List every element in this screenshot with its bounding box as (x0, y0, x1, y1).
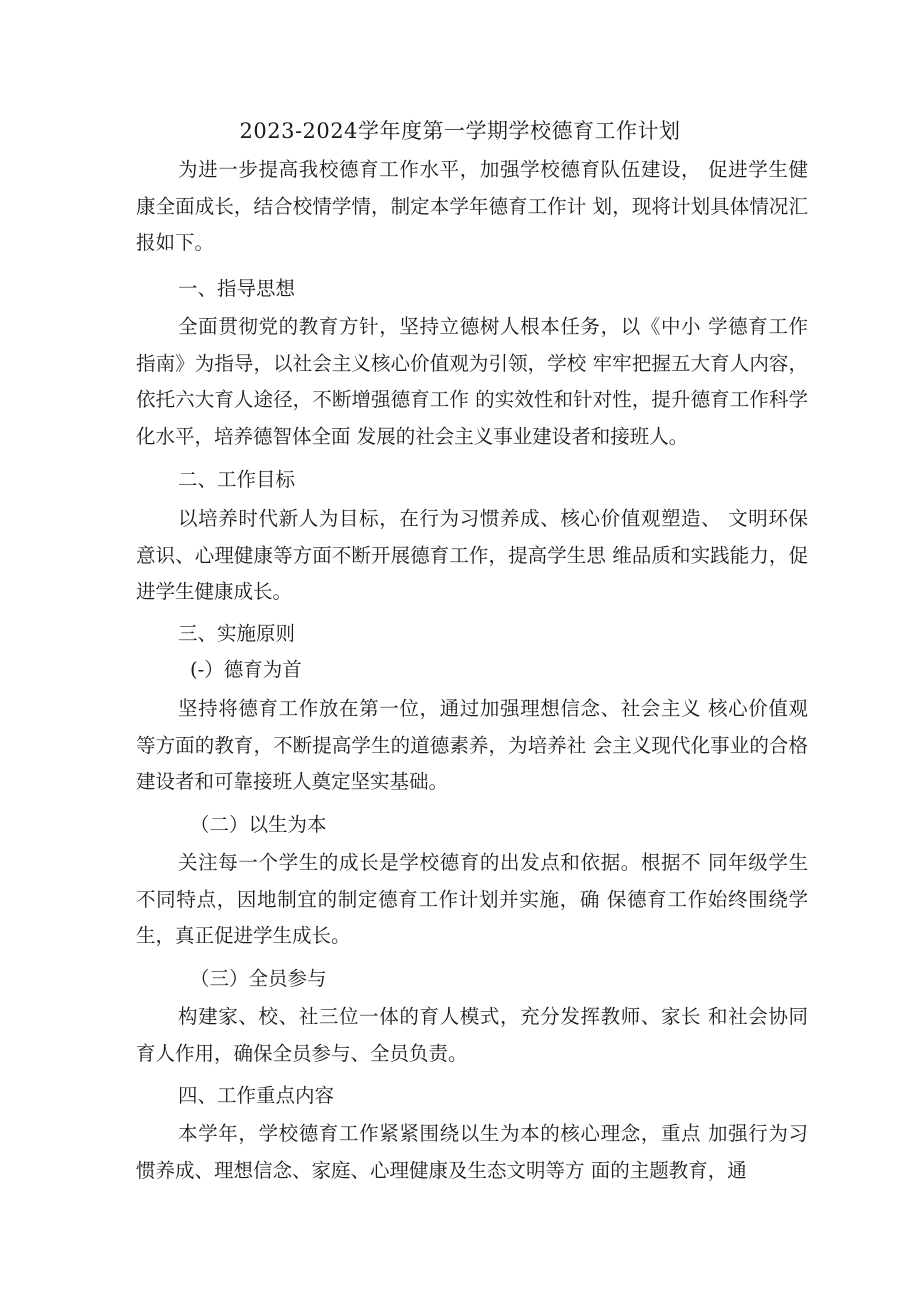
subsection-heading-full-participation: （三）全员参与 (190, 967, 327, 990)
subsection-heading-student-centered: （二）以生为本 (190, 813, 327, 836)
section-heading-principles: 三、实施原则 (178, 622, 296, 645)
document-title: 2023-2024学年度第一学期学校德育工作计划 (239, 119, 681, 143)
subsection-body-full-participation: 构建家、校、社三位一体的育人模式，充分发挥教师、家长 和社会协同育人作用，确保全员参与、全员负责。 (136, 1005, 808, 1065)
subsection-body-student-centered: 关注每一个学生的成长是学校德育的出发点和依据。根据不 同年级学生不同特点，因地制宜的制定德育工作计划并实施，确 保德育工作始终围绕学生，真正促进学生成长。 (136, 851, 808, 948)
section-body-work-goals: 以培养时代新人为目标，在行为习惯养成、核心价值观塑造、 文明环保意识、心理健康等方面不断开展德育工作，提高学生思 维品质和实践能力，促进学生健康成长。 (136, 507, 808, 604)
section-heading-guiding-ideology: 一、指导思想 (178, 277, 296, 300)
subsection-heading-moral-first: (-）德育为首 (190, 658, 302, 681)
section-body-guiding-ideology: 全面贯彻党的教育方针，坚持立德树人根本任务，以《中小 学德育工作指南》为指导，以社会主义核心价值观为引领，学校 牢牢把握五大育人内容，依托六大育人途径，不断增强德育工作 的实效性和针对性，提升德育工作科学化水平，培养德智体全面 发展的社会主义事业建设者和接班人。 (136, 315, 808, 448)
section-heading-work-goals: 二、工作目标 (178, 468, 296, 491)
subsection-body-moral-first: 坚持将德育工作放在第一位，通过加强理想信念、社会主义 核心价值观等方面的教育，不断提高学生的道德素养，为培养社 会主义现代化事业的合格建设者和可靠接班人奠定坚实基础。 (136, 697, 808, 794)
section-body-key-content: 本学年，学校德育工作紧紧围绕以生为本的核心理念，重点 加强行为习惯养成、理想信念、家庭、心理健康及生态文明等方 面的主题教育，通 (136, 1122, 808, 1182)
intro-paragraph: 为进一步提高我校德育工作水平，加强学校德育队伍建设， 促进学生健康全面成长，结合校情学情，制定本学年德育工作计 划，现将计划具体情况汇报如下。 (136, 158, 808, 255)
section-heading-key-content: 四、工作重点内容 (178, 1084, 335, 1107)
